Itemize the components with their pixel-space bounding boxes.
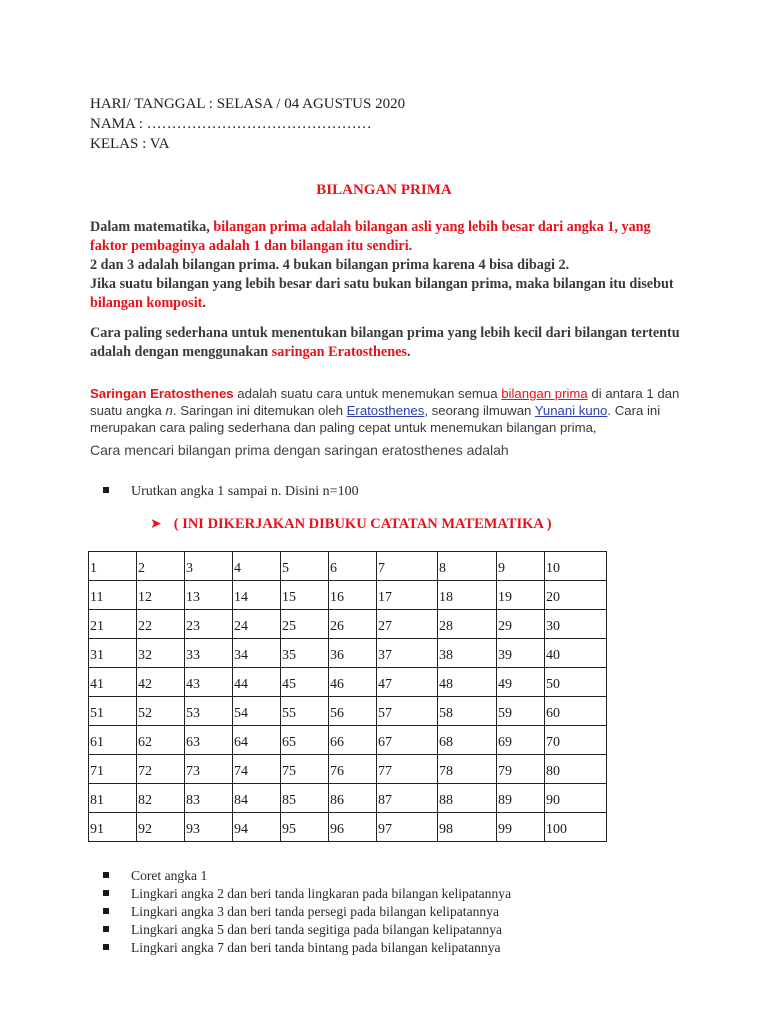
grid-cell: 39 xyxy=(497,639,545,668)
grid-cell: 8 xyxy=(438,552,497,581)
grid-cell: 38 xyxy=(438,639,497,668)
grid-cell: 27 xyxy=(377,610,438,639)
grid-cell: 84 xyxy=(233,784,281,813)
grid-cell: 44 xyxy=(233,668,281,697)
grid-cell: 19 xyxy=(497,581,545,610)
grid-cell: 79 xyxy=(497,755,545,784)
grid-cell: 58 xyxy=(438,697,497,726)
grid-cell: 34 xyxy=(233,639,281,668)
sieve-heading-term: Saringan Eratosthenes xyxy=(90,386,234,401)
grid-cell: 94 xyxy=(233,813,281,842)
grid-cell: 26 xyxy=(329,610,377,639)
date-line: HARI/ TANGGAL : SELASA / 04 AGUSTUS 2020 xyxy=(90,96,406,112)
grid-cell: 75 xyxy=(281,755,329,784)
square-bullet-icon xyxy=(103,890,109,896)
table-row xyxy=(89,668,607,697)
grid-cell: 50 xyxy=(545,668,607,697)
grid-cell: 83 xyxy=(185,784,233,813)
grid-cell: 52 xyxy=(137,697,185,726)
grid-cell: 46 xyxy=(329,668,377,697)
grid-cell: 57 xyxy=(377,697,438,726)
grid-cell: 80 xyxy=(545,755,607,784)
grid-cell: 4 xyxy=(233,552,281,581)
grid-cell: 76 xyxy=(329,755,377,784)
grid-cell: 15 xyxy=(281,581,329,610)
grid-cell: 70 xyxy=(545,726,607,755)
grid-cell: 22 xyxy=(137,610,185,639)
grid-cell: 89 xyxy=(497,784,545,813)
table-row xyxy=(89,813,607,842)
sieve-paragraph xyxy=(90,385,680,436)
grid-cell: 24 xyxy=(233,610,281,639)
grid-cell: 21 xyxy=(89,610,137,639)
grid-cell: 66 xyxy=(329,726,377,755)
list-item xyxy=(103,921,511,939)
instruction-text: ( INI DIKERJAKAN DIBUKU CATATAN MATEMATIKA ) xyxy=(173,516,552,532)
grid-cell: 40 xyxy=(545,639,607,668)
grid-cell: 99 xyxy=(497,813,545,842)
grid-cell: 41 xyxy=(89,668,137,697)
method-paragraph xyxy=(90,324,680,362)
grid-cell: 68 xyxy=(438,726,497,755)
grid-cell: 86 xyxy=(329,784,377,813)
grid-cell: 64 xyxy=(233,726,281,755)
grid-cell: 74 xyxy=(233,755,281,784)
grid-cell: 81 xyxy=(89,784,137,813)
grid-cell: 82 xyxy=(137,784,185,813)
grid-cell: 92 xyxy=(137,813,185,842)
variable-n: n xyxy=(165,403,173,418)
grid-cell: 14 xyxy=(233,581,281,610)
grid-cell: 43 xyxy=(185,668,233,697)
list-item-text: Lingkari angka 3 dan beri tanda persegi pada bilangan kelipatannya xyxy=(131,904,500,919)
grid-cell: 56 xyxy=(329,697,377,726)
grid-cell: 100 xyxy=(545,813,607,842)
grid-cell: 51 xyxy=(89,697,137,726)
ancient-greek-link[interactable]: Yunani kuno xyxy=(534,403,608,418)
procedure-intro: Cara mencari bilangan prima dengan saringan eratosthenes adalah xyxy=(90,442,509,458)
grid-cell: 23 xyxy=(185,610,233,639)
grid-cell: 31 xyxy=(89,639,137,668)
square-bullet-icon xyxy=(103,944,109,950)
square-bullet-icon xyxy=(103,872,109,878)
definition-paragraph xyxy=(90,218,680,313)
grid-cell: 95 xyxy=(281,813,329,842)
square-bullet-icon xyxy=(103,926,109,932)
grid-cell: 13 xyxy=(185,581,233,610)
grid-cell: 73 xyxy=(185,755,233,784)
table-row xyxy=(89,639,607,668)
grid-cell: 98 xyxy=(438,813,497,842)
table-row xyxy=(89,581,607,610)
grid-cell: 36 xyxy=(329,639,377,668)
grid-cell: 93 xyxy=(185,813,233,842)
number-grid xyxy=(88,551,607,842)
list-item-text: Lingkari angka 5 dan beri tanda segitiga pada bilangan kelipatannya xyxy=(131,922,503,937)
definition-highlight: bilangan prima adalah bilangan asli yang lebih besar dari angka 1, yang faktor pembaginya adalah 1 dan bilangan itu sendiri. xyxy=(90,219,651,254)
list-item-text: Urutkan angka 1 sampai n. Disini n=100 xyxy=(131,484,359,499)
grid-cell: 71 xyxy=(89,755,137,784)
method-period: . xyxy=(406,344,411,360)
grid-cell: 85 xyxy=(281,784,329,813)
grid-cell: 32 xyxy=(137,639,185,668)
table-row xyxy=(89,726,607,755)
grid-cell: 16 xyxy=(329,581,377,610)
table-row xyxy=(89,697,607,726)
grid-cell: 17 xyxy=(377,581,438,610)
grid-cell: 49 xyxy=(497,668,545,697)
grid-cell: 5 xyxy=(281,552,329,581)
grid-cell: 55 xyxy=(281,697,329,726)
list-item xyxy=(103,939,511,957)
list-item-text: Coret angka 1 xyxy=(131,868,208,883)
sieve-text-5: . Cara ini merupakan cara paling sederhana dan paling cepat untuk menemukan bilangan prima, xyxy=(90,403,661,435)
grid-cell: 2 xyxy=(137,552,185,581)
sieve-text-4: , seorang ilmuwan xyxy=(424,403,535,418)
grid-cell: 45 xyxy=(281,668,329,697)
composite-sentence: Jika suatu bilangan yang lebih besar dari satu bukan bilangan prima, maka bilangan itu disebut xyxy=(90,276,674,292)
grid-cell: 35 xyxy=(281,639,329,668)
grid-cell: 12 xyxy=(137,581,185,610)
grid-cell: 10 xyxy=(545,552,607,581)
list-item xyxy=(103,903,511,921)
square-bullet-icon xyxy=(103,908,109,914)
table-row xyxy=(89,755,607,784)
prime-link[interactable]: bilangan prima xyxy=(501,386,588,401)
grid-cell: 72 xyxy=(137,755,185,784)
list-item xyxy=(103,885,511,903)
grid-cell: 69 xyxy=(497,726,545,755)
grid-cell: 11 xyxy=(89,581,137,610)
grid-cell: 42 xyxy=(137,668,185,697)
grid-cell: 7 xyxy=(377,552,438,581)
sieve-text-2: di antara 1 dan suatu angka xyxy=(90,386,680,418)
grid-cell: 96 xyxy=(329,813,377,842)
grid-cell: 6 xyxy=(329,552,377,581)
grid-cell: 20 xyxy=(545,581,607,610)
grid-cell: 33 xyxy=(185,639,233,668)
grid-cell: 77 xyxy=(377,755,438,784)
grid-cell: 28 xyxy=(438,610,497,639)
grid-cell: 91 xyxy=(89,813,137,842)
grid-cell: 88 xyxy=(438,784,497,813)
table-row xyxy=(89,610,607,639)
grid-cell: 54 xyxy=(233,697,281,726)
grid-cell: 78 xyxy=(438,755,497,784)
grid-cell: 48 xyxy=(438,668,497,697)
composite-period: . xyxy=(202,295,206,311)
grid-cell: 9 xyxy=(497,552,545,581)
table-row xyxy=(89,552,607,581)
grid-cell: 67 xyxy=(377,726,438,755)
table-row xyxy=(89,784,607,813)
grid-cell: 47 xyxy=(377,668,438,697)
arrow-bullet-icon: ➤ xyxy=(150,516,162,532)
grid-cell: 59 xyxy=(497,697,545,726)
name-line: NAMA : ……………………………………… xyxy=(90,116,372,132)
list-item-text: Lingkari angka 2 dan beri tanda lingkaran pada bilangan kelipatannya xyxy=(131,886,512,901)
grid-cell: 30 xyxy=(545,610,607,639)
sieve-text-3: . Saringan ini ditemukan oleh xyxy=(172,403,347,418)
grid-cell: 65 xyxy=(281,726,329,755)
grid-cell: 60 xyxy=(545,697,607,726)
square-bullet-icon xyxy=(103,487,109,493)
grid-cell: 62 xyxy=(137,726,185,755)
grid-cell: 90 xyxy=(545,784,607,813)
steps-list xyxy=(103,867,511,957)
grid-cell: 29 xyxy=(497,610,545,639)
class-line: KELAS : VA xyxy=(90,136,170,152)
grid-cell: 97 xyxy=(377,813,438,842)
grid-cell: 25 xyxy=(281,610,329,639)
list-item xyxy=(103,484,359,500)
instruction-note xyxy=(150,516,552,533)
grid-cell: 3 xyxy=(185,552,233,581)
list-item xyxy=(103,867,511,885)
method-text: Cara paling sederhana untuk menentukan bilangan prima yang lebih kecil dari bilangan tertentu adalah dengan menggunakan xyxy=(90,325,680,360)
composite-term: bilangan komposit xyxy=(90,295,203,311)
list-item-text: Lingkari angka 7 dan beri tanda bintang pada bilangan kelipatannya xyxy=(131,940,501,955)
grid-cell: 1 xyxy=(89,552,137,581)
eratosthenes-link[interactable]: Eratosthenes xyxy=(346,403,425,418)
definition-intro: Dalam matematika, xyxy=(90,219,214,235)
grid-cell: 18 xyxy=(438,581,497,610)
grid-cell: 63 xyxy=(185,726,233,755)
grid-cell: 53 xyxy=(185,697,233,726)
grid-cell: 37 xyxy=(377,639,438,668)
page-title: BILANGAN PRIMA xyxy=(316,182,452,198)
header-block xyxy=(90,94,405,154)
sieve-text-1: adalah suatu cara untuk menemukan semua xyxy=(233,386,502,401)
grid-cell: 61 xyxy=(89,726,137,755)
sieve-term: saringan Eratosthenes xyxy=(271,344,407,360)
grid-cell: 87 xyxy=(377,784,438,813)
example-sentence: 2 dan 3 adalah bilangan prima. 4 bukan bilangan prima karena 4 bisa dibagi 2. xyxy=(90,257,570,273)
